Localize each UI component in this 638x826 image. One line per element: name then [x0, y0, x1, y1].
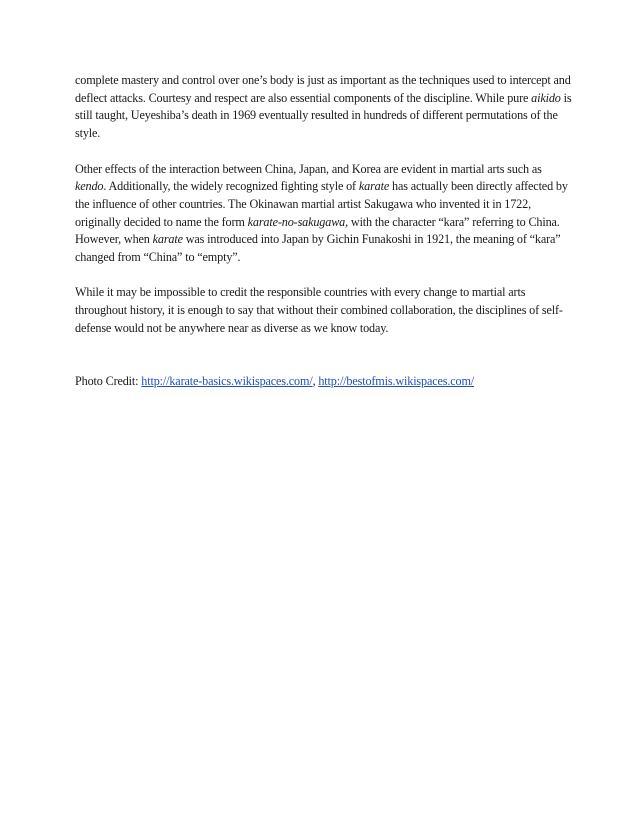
text-run: has actually been directly affected by the influence of other countries. The Okinawan martial artist Sakugawa who invented it in 1722, originally decided to name the form [75, 179, 568, 229]
photo-credit-link-karate-basics[interactable]: http://karate-basics.wikispaces.com/ [141, 373, 313, 388]
photo-credit [75, 373, 575, 391]
italic-term: karate-no-sakugawa [247, 214, 346, 229]
text-run: . Additionally, the widely recognized fighting style of [103, 179, 359, 194]
photo-credit-label: Photo Credit: [75, 373, 142, 388]
text-run: complete mastery and control over one’s body is just as important as the techniques used to intercept and deflect attacks. Courtesy and respect are also essential components of the discipline. While pure [75, 73, 571, 105]
italic-term: karate [152, 232, 183, 247]
text-run: was introduced into Japan by Gichin Funakoshi in 1921, the meaning of “kara” changed from “China” to “empty”. [75, 232, 561, 265]
italic-term: aikido [531, 90, 561, 105]
photo-credit-separator: , [312, 373, 319, 388]
text-run: Other effects of the interaction between China, Japan, and Korea are evident in martial arts such as [75, 161, 542, 176]
italic-term: karate [358, 179, 390, 194]
paragraph-2 [75, 161, 575, 267]
text-run: , with the character “kara” referring to China. However, when [75, 214, 560, 247]
paragraph-3 [75, 284, 575, 337]
paragraph-1 [75, 72, 575, 143]
photo-credit-link-bestofmis[interactable]: http://bestofmis.wikispaces.com/ [318, 373, 475, 388]
document-body [75, 72, 575, 408]
italic-term: kendo [75, 179, 104, 194]
text-run: is still taught, Ueyeshiba’s death in 1969 eventually resulted in hundreds of different permutations of the style. [75, 90, 572, 141]
text-run: While it may be impossible to credit the responsible countries with every change to martial arts throughout history, it is enough to say that without their combined collaboration, the disciplines of self-defense would not be anywhere near as diverse as we know today. [75, 285, 563, 335]
